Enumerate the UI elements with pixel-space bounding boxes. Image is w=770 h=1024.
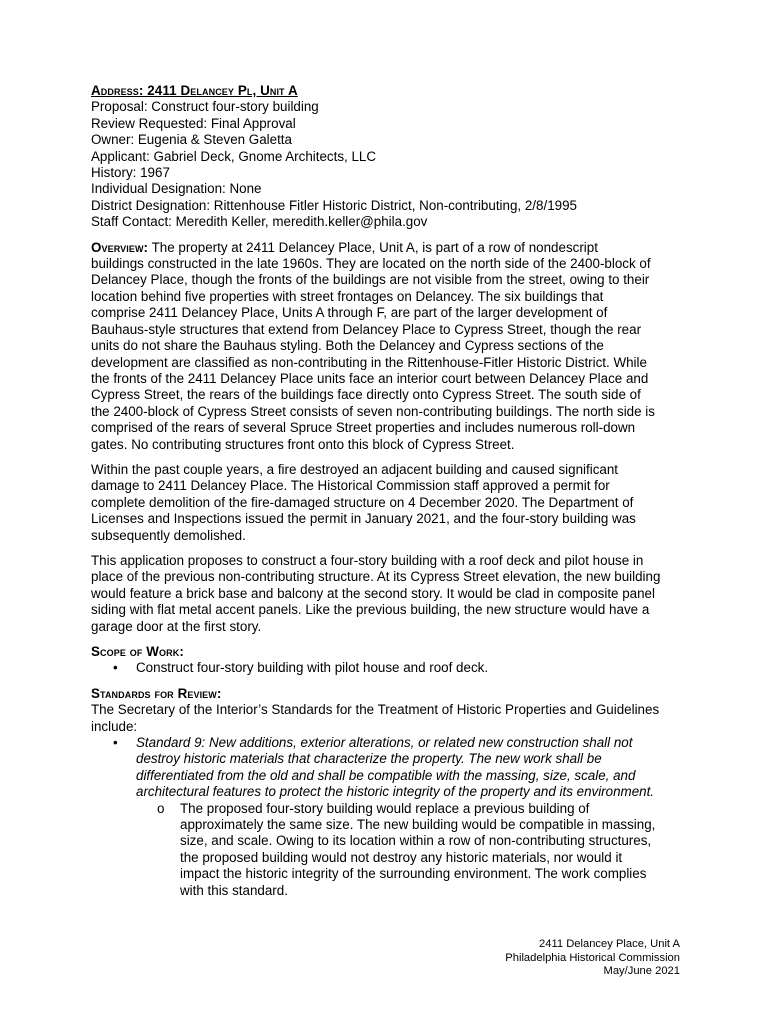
- footer-address: 2411 Delancey Place, Unit A: [539, 938, 680, 950]
- overview-line: units do not share the Bauhaus styling. Both the Delancey and Cypress sections of the: [91, 338, 604, 354]
- overview-line: buildings constructed in the late 1960s. They are located on the north side of the 2400-block of: [91, 256, 651, 272]
- overview-line: The property at 2411 Delancey Place, Unit A, is part of a row of nondescript: [148, 239, 598, 255]
- document-page: [91, 83, 691, 899]
- paragraph-line: damage to 2411 Delancey Place. The Historical Commission staff approved a permit for: [91, 478, 610, 494]
- standards-section: [91, 686, 691, 899]
- scope-item-text: Construct four-story building with pilot house and roof deck.: [136, 660, 489, 676]
- footer-organization: Philadelphia Historical Commission: [505, 951, 680, 964]
- standards-intro-line: include:: [91, 718, 138, 734]
- scope-section: [91, 644, 691, 677]
- overview-line: Cypress Street, the rears of the buildings face directly onto Cypress Street. The south side of: [91, 387, 641, 403]
- paragraph-line: complete demolition of the fire-damaged structure on 4 December 2020. The Department of: [91, 494, 634, 510]
- summary-history: History: 1967: [91, 165, 170, 181]
- summary-proposal: Proposal: Construct four-story building: [91, 99, 319, 115]
- overview-line: Bauhaus-style structures that extend from Delancey Place to Cypress Street, though the rear: [91, 321, 642, 337]
- finding-line: approximately the same size. The new building would be compatible in massing,: [180, 817, 656, 833]
- paragraph-line: Licenses and Inspections issued the permit in January 2021, and the four-story building was: [91, 511, 636, 527]
- overview-line: comprised of the rears of several Spruce Street properties and includes numerous roll-down: [91, 420, 636, 436]
- summary-individual-designation: Individual Designation: None: [91, 181, 262, 197]
- paragraph-line: siding with flat metal accent panels. Like the previous building, the new structure would have a: [91, 602, 650, 618]
- paragraph-line: place of the previous non-contributing structure. At its Cypress Street elevation, the new building: [91, 569, 661, 585]
- overview-line: location behind five properties with street frontages on Delancey. The six buildings that: [91, 288, 604, 304]
- fire-paragraph: [91, 462, 691, 544]
- standard-9-line: Standard 9: New additions, exterior alterations, or related new construction shall not: [136, 735, 633, 751]
- scope-list-item: [91, 660, 691, 676]
- paragraph-line: subsequently demolished.: [91, 527, 246, 543]
- finding-line: the proposed building would not destroy any historic materials, nor would it: [180, 849, 623, 865]
- finding-line: The proposed four-story building would replace a previous building of: [180, 800, 590, 816]
- application-paragraph: [91, 553, 691, 635]
- summary-district-designation: District Designation: Rittenhouse Fitler Historic District, Non-contributing, 2/8/1995: [91, 197, 577, 213]
- summary-applicant: Applicant: Gabriel Deck, Gnome Architects, LLC: [91, 148, 377, 164]
- overview-line: the fronts of the 2411 Delancey Place units face an interior court between Delancey Place and: [91, 370, 649, 386]
- standard-9-item: [91, 735, 691, 801]
- finding-line: with this standard.: [180, 882, 288, 898]
- standard-9-line: architectural features to protect the historic integrity of the property and its environment.: [136, 784, 655, 800]
- address-heading: Address: 2411 Delancey Pl, Unit A: [91, 83, 298, 98]
- footer-date: May/June 2021: [603, 965, 680, 978]
- standard-9-line: differentiated from the old and shall be compatible with the massing, size, scale, and: [136, 767, 636, 783]
- summary-staff-contact: Staff Contact: Meredith Keller, meredith.keller@phila.gov: [91, 214, 428, 230]
- overview-line: development are classified as non-contributing in the Rittenhouse-Fitler Historic District. While: [91, 354, 647, 370]
- sub-bullet-icon: o: [157, 800, 165, 816]
- overview-line: gates. No contributing structures front onto this block of Cypress Street.: [91, 436, 515, 452]
- summary-owner: Owner: Eugenia & Steven Galetta: [91, 132, 292, 148]
- finding-line: impact the historic integrity of the surrounding environment. The work complies: [180, 866, 647, 882]
- summary-block: [91, 99, 691, 230]
- standard-9-line: destroy historic materials that characterize the property. The new work shall be: [136, 751, 602, 767]
- page-footer: [505, 938, 680, 979]
- bullet-icon: •: [113, 735, 118, 751]
- standard-9-finding: [91, 801, 691, 899]
- scope-heading: Scope of Work:: [91, 644, 184, 659]
- overview-line: comprise 2411 Delancey Place, Units A through F, are part of the larger development of: [91, 305, 608, 321]
- standards-intro-line: The Secretary of the Interior’s Standards for the Treatment of Historic Properties and Guidelines: [91, 702, 660, 718]
- paragraph-line: would feature a brick base and balcony at the second story. It would be clad in composite panel: [91, 585, 655, 601]
- paragraph-line: This application proposes to construct a four-story building with a roof deck and pilot house in: [91, 552, 644, 568]
- overview-line: the 2400-block of Cypress Street consists of seven non-contributing buildings. The north side is: [91, 403, 655, 419]
- standards-heading: Standards for Review:: [91, 685, 222, 701]
- overview-paragraph: [91, 240, 691, 453]
- finding-line: size, and scale. Owing to its location within a row of non-contributing structures,: [180, 833, 652, 849]
- overview-line: Delancey Place, though the fronts of the buildings are not visible from the street, owing to their: [91, 272, 650, 288]
- overview-heading: Overview:: [91, 239, 149, 255]
- paragraph-line: garage door at the first story.: [91, 618, 262, 634]
- paragraph-line: Within the past couple years, a fire destroyed an adjacent building and caused significant: [91, 461, 619, 477]
- summary-review-requested: Review Requested: Final Approval: [91, 115, 296, 131]
- bullet-icon: •: [113, 660, 118, 676]
